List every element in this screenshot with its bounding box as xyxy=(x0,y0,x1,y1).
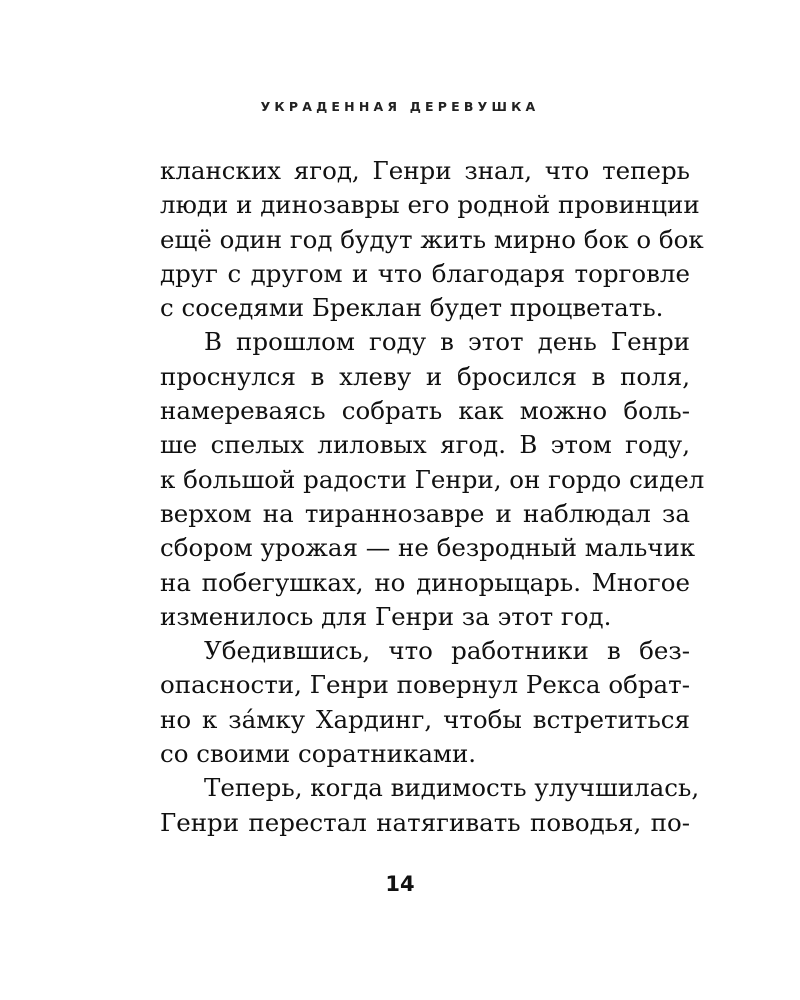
text-line: к большой радости Генри, он гордо сидел xyxy=(160,464,705,494)
text-line: изменилось для Генри за этот год. xyxy=(160,601,612,631)
text-line: ше спелых лиловых ягод. В этом году, xyxy=(160,430,690,460)
body-text xyxy=(160,154,705,840)
text-line: друг с другом и что благодаря торговле xyxy=(160,258,690,288)
text-line: со своими соратниками. xyxy=(160,739,477,769)
text-line: с соседями Бреклан будет процветать. xyxy=(160,293,664,323)
text-line: люди и динозавры его родной провинции xyxy=(160,190,700,220)
text-line: верхом на тираннозавре и наблюдал за xyxy=(160,498,690,528)
text-line: В прошлом году в этот день Генри xyxy=(204,327,690,357)
text-line: Генри перестал натягивать поводья, по- xyxy=(160,807,690,837)
paragraph-1 xyxy=(160,154,704,325)
text-line: сбором урожая — не безродный мальчик xyxy=(160,533,696,563)
text-line: намереваясь собрать как можно боль- xyxy=(160,396,690,426)
running-head: УКРАДЕННАЯ ДЕРЕВУШКА xyxy=(260,99,540,114)
paragraph-2 xyxy=(160,325,705,634)
text-line: на побегушках, но динорыцарь. Многое xyxy=(160,567,690,597)
text-line: но к за́мку Хардинг, чтобы встретиться xyxy=(160,704,690,734)
text-line: Убедившись, что работники в без- xyxy=(204,636,690,666)
text-line: кланских ягод, Генри знал, что теперь xyxy=(160,156,690,185)
paragraph-3 xyxy=(160,634,690,771)
text-line: проснулся в хлеву и бросился в поля, xyxy=(160,361,690,391)
paragraph-4 xyxy=(160,771,700,840)
text-line: Теперь, когда видимость улучшилась, xyxy=(204,773,700,803)
page-number: 14 xyxy=(385,872,415,896)
text-line: опасности, Генри повернул Рекса обрат- xyxy=(160,670,690,700)
text-line: ещё один год будут жить мирно бок о бок xyxy=(160,224,704,254)
